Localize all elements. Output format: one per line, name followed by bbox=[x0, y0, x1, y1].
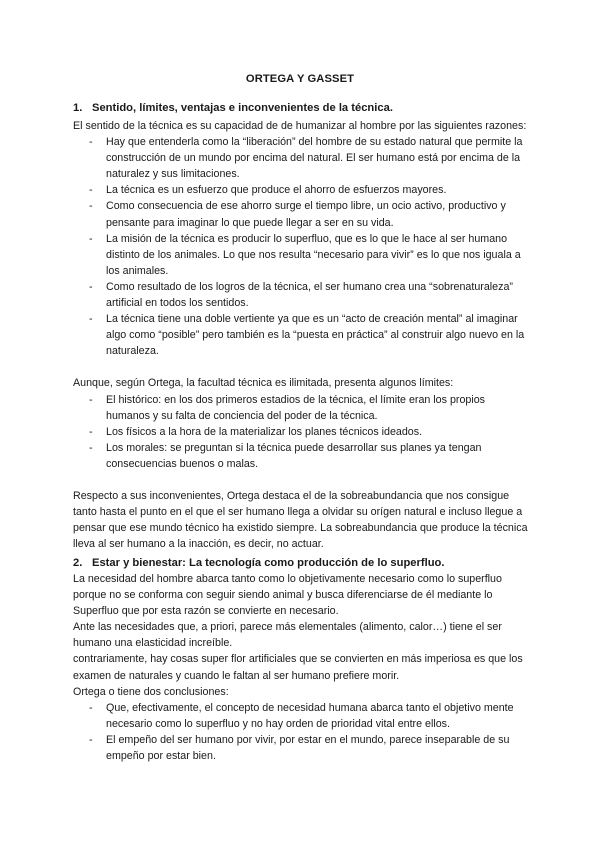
section-2-heading-text: Estar y bienestar: La tecnología como producción de lo superfluo. bbox=[92, 557, 445, 569]
section-1-number: 1. bbox=[73, 102, 83, 114]
list-item: - La misión de la técnica es producir lo superfluo, que es lo que le hace al ser humano distinto de los animales. Lo que nos resulta “necesario para vivir” es lo que nos iguala a los animales. bbox=[89, 232, 521, 277]
section-2-number: 2. bbox=[73, 557, 83, 569]
section-1-heading-text: Sentido, límites, ventajas e inconvenientes de la técnica. bbox=[92, 102, 393, 114]
list-item: - Los morales: se preguntan si la técnica puede desarrollar sus planes ya tengan consecuencias buenos o malas. bbox=[89, 441, 482, 470]
list-item: - La técnica es un esfuerzo que produce el ahorro de esfuerzos mayores. bbox=[89, 184, 447, 197]
section-1-intro: El sentido de la técnica es su capacidad de de humanizar al hombre por las siguientes razones: bbox=[73, 120, 527, 132]
list-item: - Los físicos a la hora de la materializar los planes técnicos ideados. bbox=[89, 425, 423, 438]
section-2-paragraph-2: Ante las necesidades que, a priori, parece más elementales (alimento, calor…) tiene el ser humano una elasticidad increíble. bbox=[73, 621, 502, 650]
section-2-heading bbox=[73, 555, 530, 571]
list-item: - El empeño del ser humano por vivir, por estar en el mundo, parece inseparable de su empeño por estar bien. bbox=[89, 733, 510, 763]
section-2-paragraph-1: La necesidad del hombre abarca tanto como lo objetivamente necesario como lo superfluo porque no se conforma con seguir siendo animal y busca diferenciarse de él mediante lo Superfluo que por esta razón se convierte en necesario. bbox=[73, 573, 502, 618]
limits-list bbox=[73, 392, 530, 472]
list-item: - Hay que entenderla como la “liberación” del hombre de su estado natural que permite la construcción de un mundo por encima del natural. El ser humano está por encima de la naturalez y sus limitaciones. bbox=[89, 136, 523, 181]
section-1 bbox=[73, 100, 530, 552]
list-item: - Como consecuencia de ese ahorro surge el tiempo libre, un ocio activo, productivo y pensante para imaginar lo que puede llegar a ser en su vida. bbox=[89, 200, 506, 229]
list-item: - Como resultado de los logros de la técnica, el ser humano crea una “sobrenaturaleza” artificial en todos los sentidos. bbox=[89, 280, 513, 310]
reasons-list bbox=[73, 134, 530, 359]
limits-intro: Aunque, según Ortega, la facultad técnica es ilimitada, presenta algunos límites: bbox=[73, 377, 454, 390]
list-item: - La técnica tiene una doble vertiente ya que es un “acto de creación mental” al imaginar algo como “posible” pero también es la “puesta en práctica” al construir algo nuevo en la naturaleza. bbox=[89, 313, 525, 358]
section-2-paragraph-3: contrariamente, hay cosas super flor artificiales que se convierten en más imperiosa es que los examen de naturales y cuando le faltan al ser humano prefiere morir. bbox=[73, 653, 523, 682]
inconvenients-paragraph: Respecto a sus inconvenientes, Ortega destaca el de la sobreabundancia que nos consigue tanto hasta el punto en el que el ser humano llega a olvidar su orígen natural e incluso llegue a pensar que ese mundo técnico ha existido siempre. La sobreabundancia que produce la técnica lleva al ser humano a la inacción, es decir, no actuar. bbox=[73, 489, 528, 551]
section-2-paragraph-4: Ortega o tiene dos conclusiones: bbox=[73, 685, 229, 698]
conclusions-list bbox=[73, 700, 530, 764]
list-item: - Que, efectivamente, el concepto de necesidad humana abarca tanto el objetivo mente necesario como lo superfluo y no hay orden de prioridad vital entre ellos. bbox=[89, 701, 514, 730]
list-item: - El histórico: en los dos primeros estadios de la técnica, el límite eran los propios humanos y su falta de conciencia del poder de la técnica. bbox=[89, 393, 485, 422]
page-title: ORTEGA Y GASSET bbox=[245, 73, 355, 85]
section-1-heading bbox=[73, 100, 530, 116]
section-2 bbox=[73, 555, 530, 764]
